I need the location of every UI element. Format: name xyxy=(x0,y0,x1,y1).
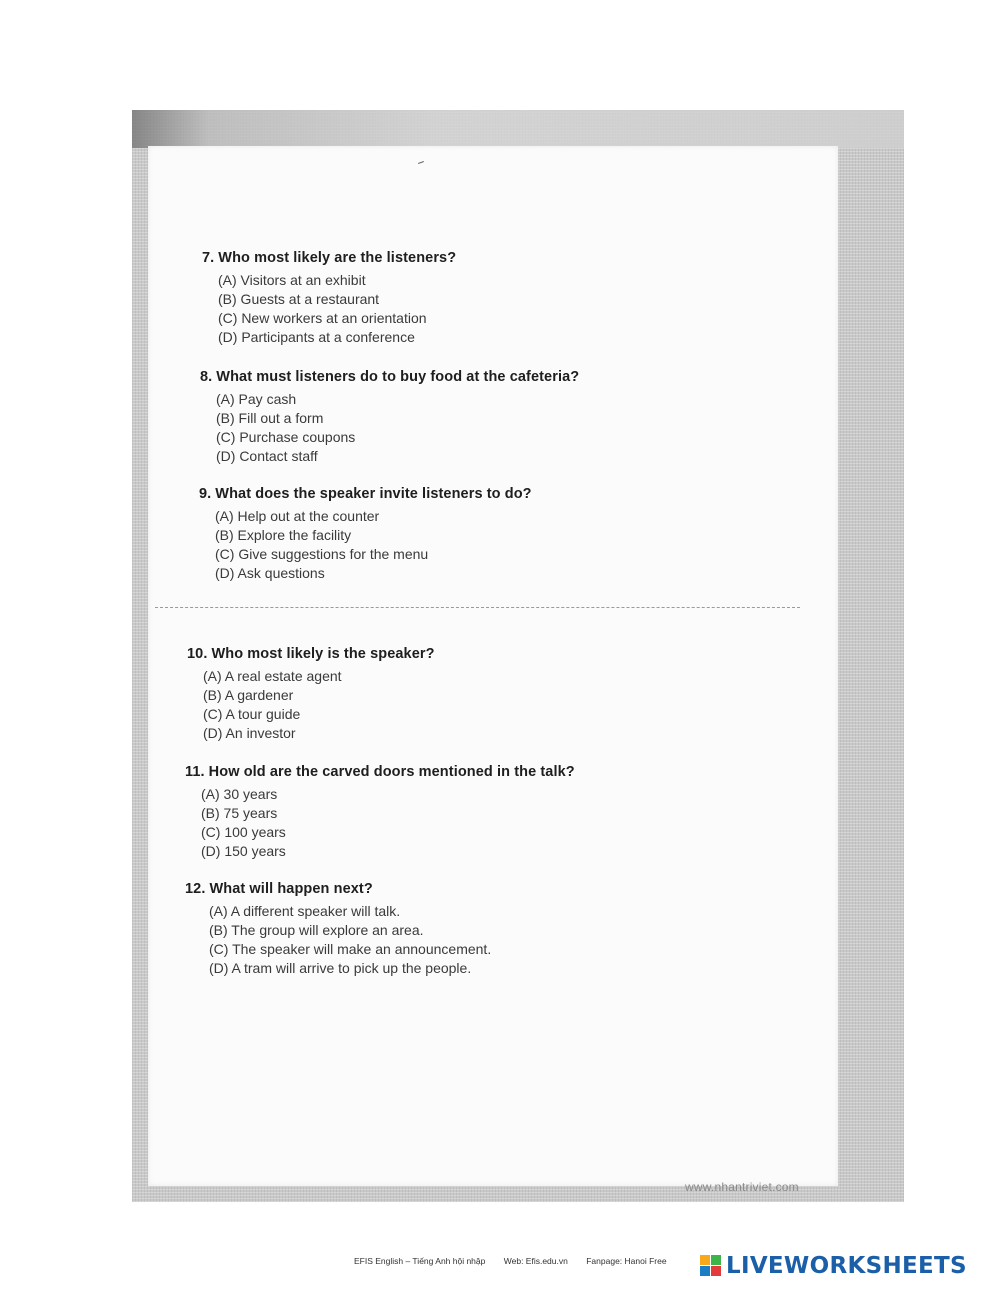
liveworksheets-logo xyxy=(700,1253,967,1279)
option-c: (C) Purchase coupons xyxy=(216,429,356,445)
section-divider xyxy=(155,607,800,608)
page-footer xyxy=(354,1256,683,1266)
question-title xyxy=(185,881,491,897)
publisher-url: www.nhantriviet.com xyxy=(685,1180,799,1194)
question-11 xyxy=(185,764,575,861)
question-number: 10. xyxy=(187,646,208,662)
option-d: (D) Contact staff xyxy=(216,448,318,464)
question-text: Who most likely are the listeners? xyxy=(218,250,457,266)
option-list xyxy=(199,507,532,583)
question-number: 8. xyxy=(200,369,213,385)
scan-shadow xyxy=(132,110,904,148)
option-a: (A) Help out at the counter xyxy=(215,508,380,524)
question-number: 12. xyxy=(185,881,206,897)
footer-fanpage: Fanpage: Hanoi Free xyxy=(586,1256,667,1266)
option-c: (C) New workers at an orientation xyxy=(218,310,427,326)
option-b: (B) 75 years xyxy=(201,805,278,821)
footer-web: Web: Efis.edu.vn xyxy=(503,1256,568,1266)
option-d: (D) 150 years xyxy=(201,843,286,859)
question-number: 7. xyxy=(202,250,215,266)
option-c: (C) A tour guide xyxy=(203,706,301,722)
option-c: (C) The speaker will make an announcement. xyxy=(209,941,492,957)
question-8 xyxy=(200,369,579,466)
option-c: (C) 100 years xyxy=(201,824,286,840)
option-b: (B) A gardener xyxy=(203,687,294,703)
question-12 xyxy=(185,881,491,978)
question-10 xyxy=(187,646,435,743)
question-title xyxy=(199,486,532,502)
option-list xyxy=(185,785,575,861)
option-a: (A) 30 years xyxy=(201,786,278,802)
option-b: (B) The group will explore an area. xyxy=(209,922,424,938)
option-d: (D) A tram will arrive to pick up the people. xyxy=(209,960,472,976)
option-a: (A) A different speaker will talk. xyxy=(209,903,401,919)
question-text: What will happen next? xyxy=(209,881,373,897)
question-title xyxy=(187,646,435,662)
liveworksheets-logo-icon xyxy=(700,1255,722,1277)
option-d: (D) An investor xyxy=(203,725,296,741)
question-title xyxy=(185,764,575,780)
question-text: Who most likely is the speaker? xyxy=(211,646,435,662)
option-a: (A) Visitors at an exhibit xyxy=(218,272,366,288)
question-number: 9. xyxy=(199,486,212,502)
option-c: (C) Give suggestions for the menu xyxy=(215,546,429,562)
question-text: What must listeners do to buy food at the cafeteria? xyxy=(216,369,580,385)
option-list xyxy=(185,902,491,978)
question-title xyxy=(200,369,579,385)
question-text: What does the speaker invite listeners to do? xyxy=(215,486,532,502)
question-text: How old are the carved doors mentioned in the talk? xyxy=(208,764,575,780)
question-7 xyxy=(202,250,456,347)
question-title xyxy=(202,250,456,266)
question-9 xyxy=(199,486,532,583)
option-list xyxy=(200,390,579,466)
option-b: (B) Explore the facility xyxy=(215,527,352,543)
option-list xyxy=(202,271,456,347)
option-list xyxy=(187,667,435,743)
option-b: (B) Fill out a form xyxy=(216,410,324,426)
footer-org: EFIS English – Tiếng Anh hội nhập xyxy=(354,1256,486,1266)
question-number: 11. xyxy=(185,764,205,780)
option-d: (D) Participants at a conference xyxy=(218,329,415,345)
logo-text: LIVEWORKSHEETS xyxy=(726,1253,967,1279)
option-d: (D) Ask questions xyxy=(215,565,325,581)
option-a: (A) Pay cash xyxy=(216,391,297,407)
option-b: (B) Guests at a restaurant xyxy=(218,291,380,307)
option-a: (A) A real estate agent xyxy=(203,668,342,684)
